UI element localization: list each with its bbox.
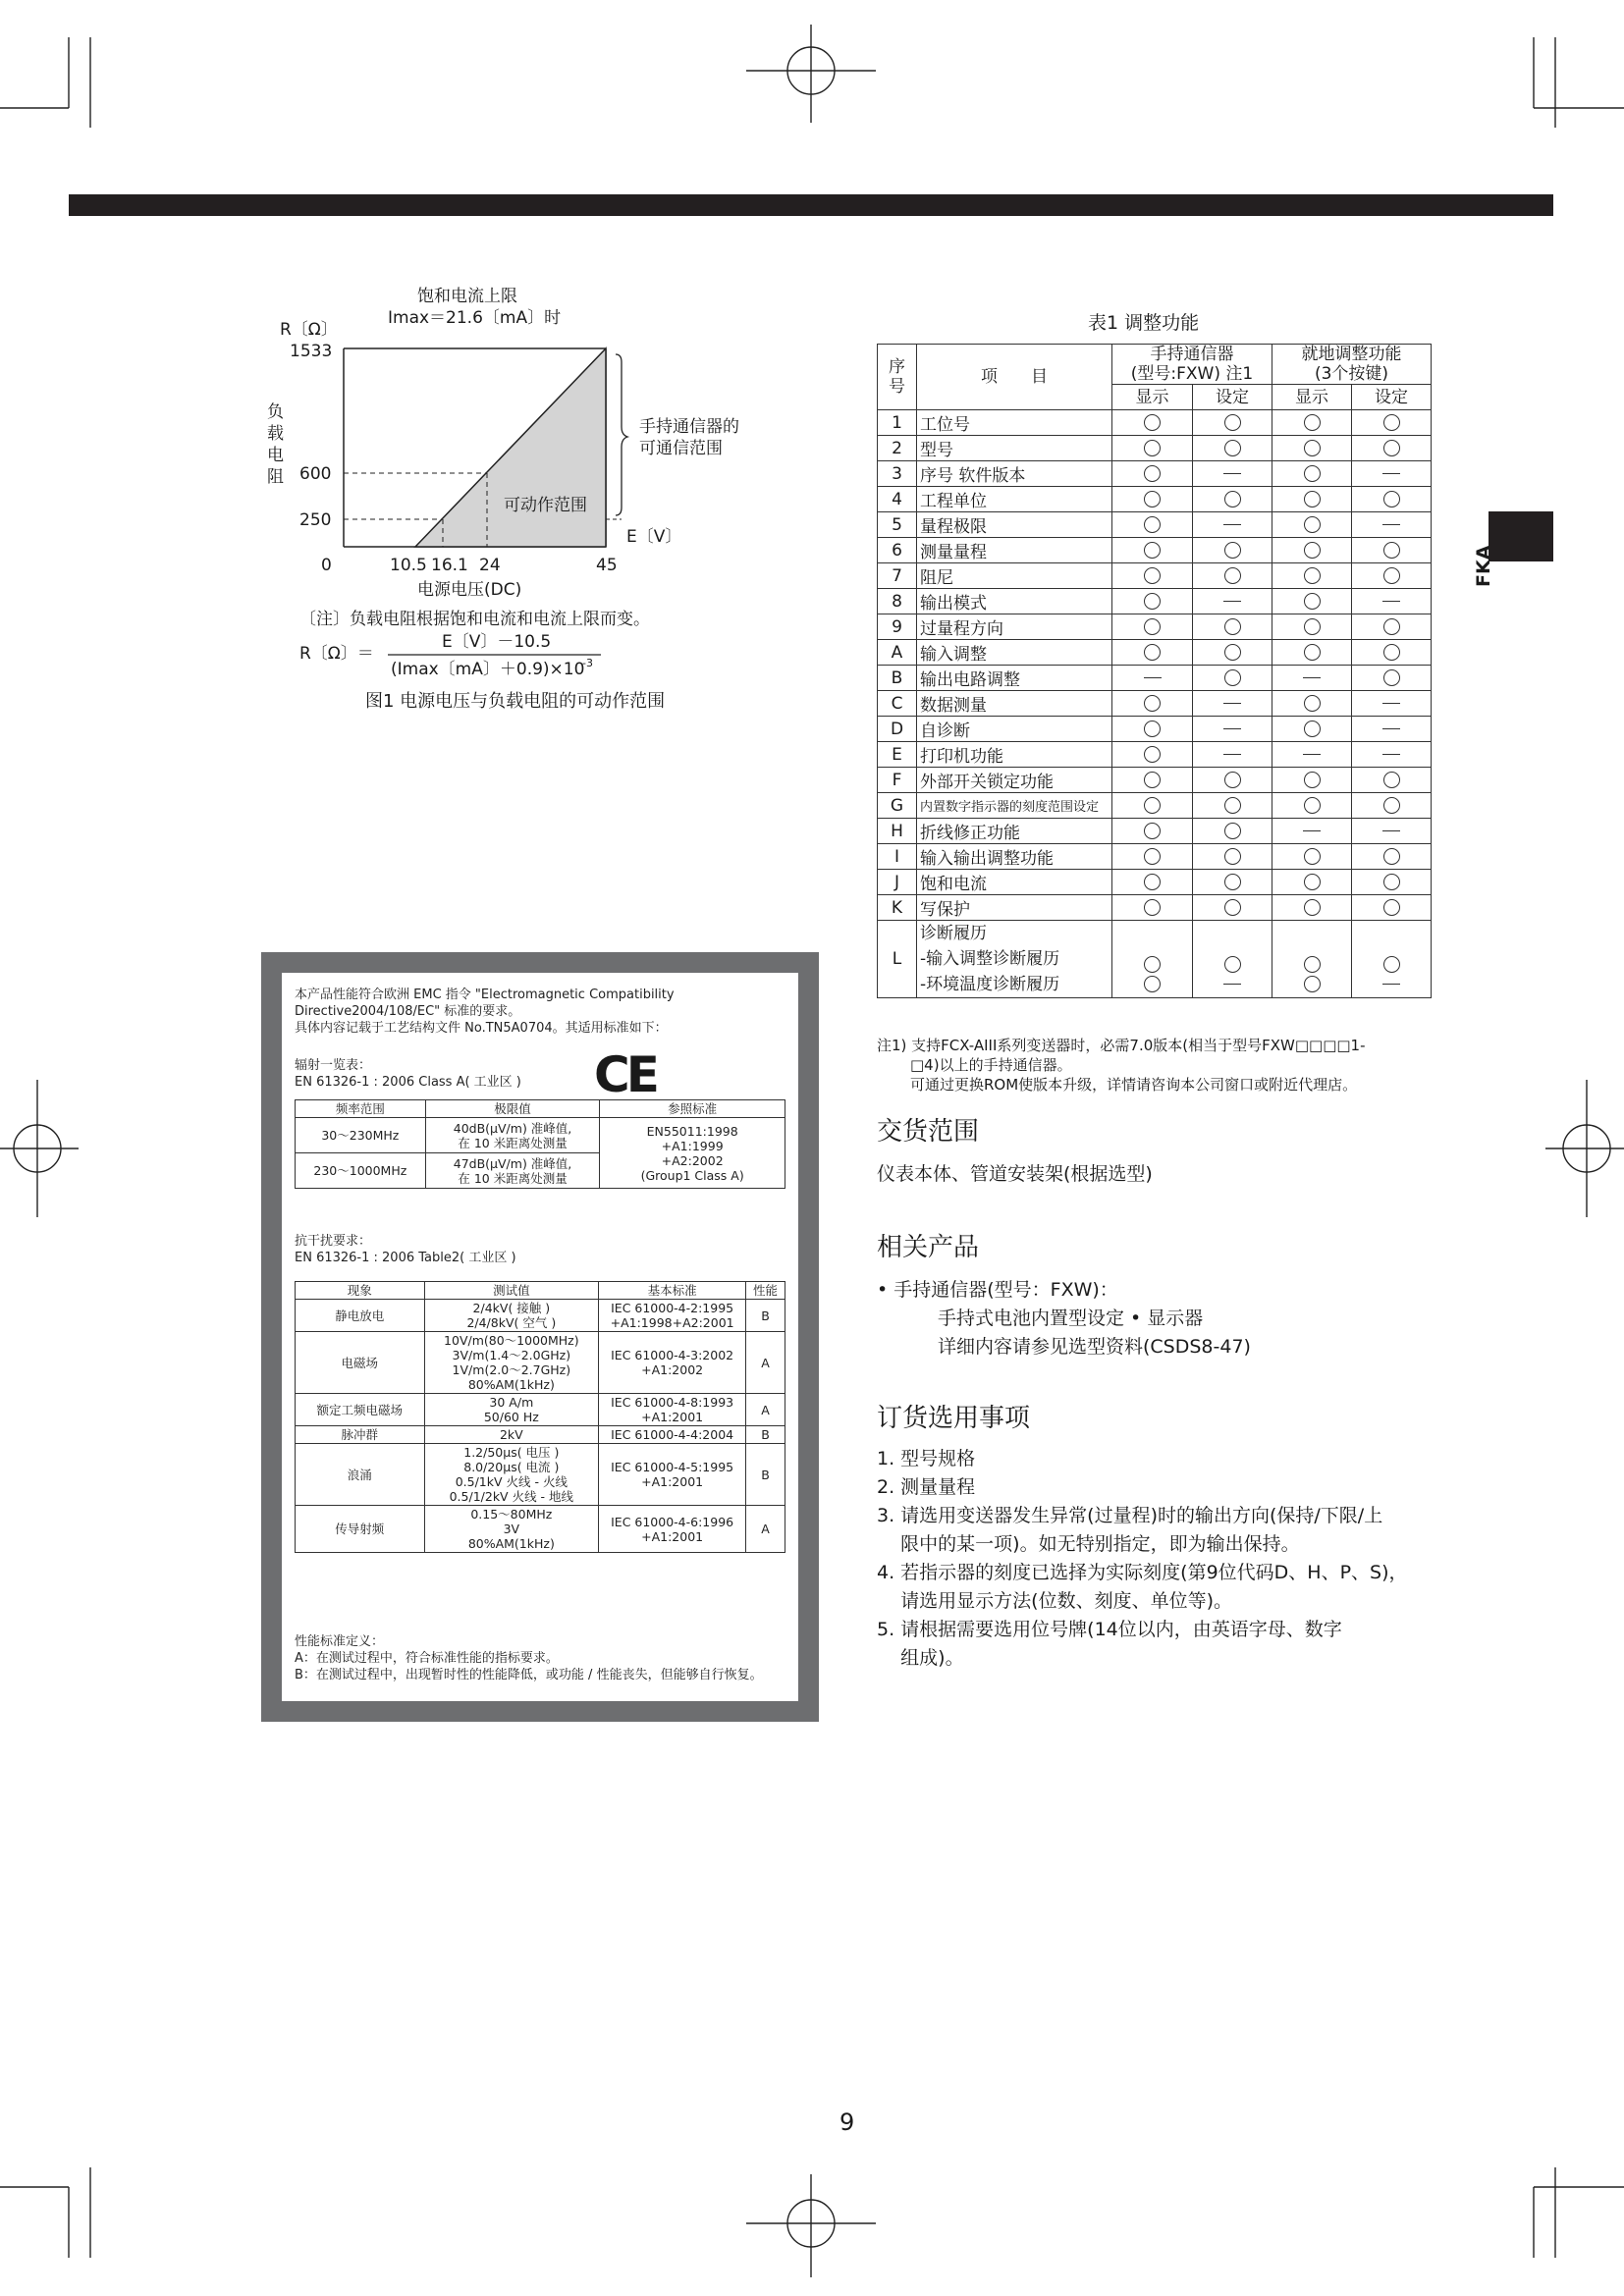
emission-freq-1: 30～230MHz — [296, 1118, 426, 1153]
dash-mark-icon — [1382, 984, 1400, 985]
immunity-h-std: 基本标准 — [599, 1282, 746, 1300]
row-item: 过量程方向 — [917, 614, 1112, 640]
immunity-perf: A — [746, 1332, 785, 1394]
dash-mark-icon — [1382, 601, 1400, 602]
table-row — [878, 793, 1432, 819]
fig1-y-tick-600: 600 — [299, 464, 332, 484]
row-item: 序号 软件版本 — [917, 461, 1112, 487]
ordering-item: 2. 测量量程 — [877, 1476, 976, 1498]
circle-mark-icon — [1144, 465, 1161, 482]
row-item: 数据测量 — [917, 691, 1112, 717]
fig1-comm-label-1: 手持通信器的 — [639, 417, 739, 437]
row-item: 输出模式 — [917, 589, 1112, 614]
dash-mark-icon — [1303, 830, 1321, 831]
ordering-item: 请选用显示方法(位数、刻度、单位等)。 — [877, 1590, 1232, 1612]
table-row — [296, 1426, 785, 1444]
fig1-x-tick-45: 45 — [596, 556, 618, 575]
immunity-h-phen: 现象 — [296, 1282, 425, 1300]
circle-mark-icon — [1144, 772, 1161, 788]
row-no: G — [878, 793, 917, 819]
immunity-value: 1.2/50μs( 电压 ) 8.0/20μs( 电流 ) 0.5/1kV 火线 - 火线 0.5/1/2kV 火线 - 地线 — [424, 1444, 599, 1506]
header-no: 序号 — [878, 345, 917, 410]
row-item: 输入输出调整功能 — [917, 844, 1112, 870]
table-row-l — [878, 921, 1432, 998]
dash-mark-icon — [1223, 984, 1241, 985]
row-no: 2 — [878, 436, 917, 461]
row-no: 8 — [878, 589, 917, 614]
circle-mark-icon — [1383, 669, 1400, 686]
table-row — [878, 436, 1432, 461]
immunity-phen: 浪涌 — [296, 1444, 425, 1506]
immunity-phen: 电磁场 — [296, 1332, 425, 1394]
row-item: 工程单位 — [917, 487, 1112, 512]
circle-mark-icon — [1383, 956, 1400, 973]
emission-ref: EN55011:1998 +A1:1999 +A2:2002 (Group1 Class A) — [600, 1118, 785, 1189]
circle-mark-icon — [1304, 542, 1321, 559]
immunity-body — [296, 1300, 785, 1553]
emission-h-limit: 极限值 — [425, 1100, 600, 1118]
dash-mark-icon — [1382, 703, 1400, 704]
operating-region — [415, 348, 606, 547]
row-no: D — [878, 717, 917, 742]
circle-mark-icon — [1304, 414, 1321, 431]
row-item: 工位号 — [917, 410, 1112, 436]
table-row — [878, 666, 1432, 691]
circle-mark-icon — [1383, 644, 1400, 661]
row-no: H — [878, 819, 917, 844]
row-item: 型号 — [917, 436, 1112, 461]
table-row — [878, 487, 1432, 512]
dash-mark-icon — [1382, 524, 1400, 525]
circle-mark-icon — [1224, 542, 1241, 559]
table-1-note: 注1) 支持FCX-AIII系列变送器时，必需7.0版本(相当于型号FXW□□□□1- □4)以上的手持通信器。 可通过更换ROM使版本升级，详情请咨询本公司窗口或附近代理店。 — [877, 1037, 1366, 1094]
immunity-perf: B — [746, 1426, 785, 1444]
immunity-value: 2kV — [424, 1426, 599, 1444]
dash-mark-icon — [1382, 728, 1400, 729]
ordering-item: 3. 请选用变送器发生异常(过量程)时的输出方向(保持/下限/上 — [877, 1505, 1383, 1526]
related-products-text: • 手持通信器(型号：FXW)： 手持式电池内置型设定 • 显示器 详细内容请参见选型资料(CSDS8-47) — [877, 1279, 1251, 1358]
emc-intro: 本产品性能符合欧洲 EMC 指令 "Electromagnetic Compatibility Directive2004/108/EC" 标准的要求。 具体内容记载于工艺结构文件 No.TN5A0704。其适用标准如下： — [295, 988, 675, 1036]
circle-mark-icon — [1304, 976, 1321, 992]
related-products-title: 相关产品 — [877, 1233, 980, 1262]
circle-mark-icon — [1144, 516, 1161, 533]
circle-mark-icon — [1304, 644, 1321, 661]
emission-h-ref: 参照标准 — [600, 1100, 785, 1118]
immunity-perf: B — [746, 1444, 785, 1506]
fig1-y-label-3: 电 — [267, 446, 284, 465]
circle-mark-icon — [1383, 567, 1400, 584]
table-row — [878, 844, 1432, 870]
ordering-item: 1. 型号规格 — [877, 1448, 976, 1469]
immunity-value: 30 A/m 50/60 Hz — [424, 1394, 599, 1426]
row-no: I — [878, 844, 917, 870]
row-no: 1 — [878, 410, 917, 436]
table-row — [878, 410, 1432, 436]
row-item: 内置数字指示器的刻度范围设定 — [917, 793, 1112, 819]
circle-mark-icon — [1383, 414, 1400, 431]
figure-1-caption: 图1 电源电压与负载电阻的可动作范围 — [365, 691, 666, 712]
circle-mark-icon — [1144, 542, 1161, 559]
fig1-region-label: 可动作范围 — [504, 496, 587, 515]
table-1-title: 表1 调整功能 — [1088, 312, 1200, 334]
table-row — [878, 512, 1432, 538]
circle-mark-icon — [1383, 874, 1400, 890]
row-item: 量程极限 — [917, 512, 1112, 538]
row-item: 输出电路调整 — [917, 666, 1112, 691]
emission-h-freq: 频率范围 — [296, 1100, 426, 1118]
circle-mark-icon — [1224, 618, 1241, 635]
circle-mark-icon — [1224, 644, 1241, 661]
dash-mark-icon — [1303, 677, 1321, 678]
fig1-y-unit: R〔Ω〕 — [280, 320, 338, 340]
circle-mark-icon — [1304, 593, 1321, 610]
dash-mark-icon — [1144, 677, 1162, 678]
header-local: 就地调整功能 (3个按键) — [1272, 345, 1432, 385]
table-row — [878, 461, 1432, 487]
dash-mark-icon — [1382, 473, 1400, 474]
table-row — [878, 640, 1432, 666]
circle-mark-icon — [1144, 440, 1161, 456]
row-no: 7 — [878, 563, 917, 589]
fig1-x-unit: E〔V〕 — [626, 527, 682, 547]
immunity-h-value: 测试值 — [424, 1282, 599, 1300]
immunity-std: IEC 61000-4-6:1996 +A1:2001 — [599, 1506, 746, 1553]
circle-mark-icon — [1144, 721, 1161, 737]
ce-mark: CE — [594, 1046, 656, 1103]
fig1-top-note-2: Imax＝21.6〔mA〕时 — [388, 308, 562, 328]
circle-mark-icon — [1144, 848, 1161, 865]
ordering-item: 5. 请根据需要选用位号牌(14位以内，由英语字母、数字 — [877, 1619, 1342, 1640]
circle-mark-icon — [1144, 567, 1161, 584]
ordering-item: 组成)。 — [877, 1647, 964, 1669]
row-no: A — [878, 640, 917, 666]
immunity-value: 10V/m(80～1000MHz) 3V/m(1.4～2.0GHz) 1V/m(2.0～2.7GHz) 80%AM(1kHz) — [424, 1332, 599, 1394]
header-display-1: 显示 — [1112, 385, 1193, 410]
circle-mark-icon — [1224, 491, 1241, 507]
side-tab-block — [1489, 511, 1553, 561]
fig1-y-label-2: 载 — [267, 424, 284, 444]
circle-mark-icon — [1304, 848, 1321, 865]
circle-mark-icon — [1304, 874, 1321, 890]
row-no: 9 — [878, 614, 917, 640]
adjustment-function-table — [877, 344, 1432, 998]
fig1-y-label-4: 阻 — [267, 467, 284, 487]
circle-mark-icon — [1144, 899, 1161, 916]
row-no: 5 — [878, 512, 917, 538]
table-row — [878, 563, 1432, 589]
immunity-perf: A — [746, 1394, 785, 1426]
immunity-phen: 脉冲群 — [296, 1426, 425, 1444]
circle-mark-icon — [1383, 440, 1400, 456]
dash-mark-icon — [1223, 601, 1241, 602]
circle-mark-icon — [1224, 956, 1241, 973]
fig1-y-label-1: 负 — [267, 402, 284, 422]
circle-mark-icon — [1144, 823, 1161, 839]
emission-limit-2: 47dB(μV/m) 准峰值, 在 10 米距离处测量 — [425, 1153, 600, 1189]
circle-mark-icon — [1383, 618, 1400, 635]
immunity-phen: 静电放电 — [296, 1300, 425, 1332]
row-item: 自诊断 — [917, 717, 1112, 742]
immunity-value: 2/4kV( 接触 ) 2/4/8kV( 空气 ) — [424, 1300, 599, 1332]
circle-mark-icon — [1224, 899, 1241, 916]
ordering-item: 4. 若指示器的刻度已选择为实际刻度(第9位代码D、H、P、S)， — [877, 1562, 1408, 1583]
circle-mark-icon — [1383, 797, 1400, 814]
table-row — [878, 538, 1432, 563]
circle-mark-icon — [1304, 899, 1321, 916]
circle-mark-icon — [1304, 440, 1321, 456]
circle-mark-icon — [1144, 976, 1161, 992]
immunity-heading: 抗干扰要求： EN 61326-1 : 2006 Table2( 工业区 ) — [295, 1234, 516, 1265]
header-set-1: 设定 — [1193, 385, 1272, 410]
immunity-perf: A — [746, 1506, 785, 1553]
formula-numerator: E〔V〕－10.5 — [442, 632, 552, 652]
dash-mark-icon — [1223, 754, 1241, 755]
figure-1-chart — [250, 280, 761, 741]
row-no: J — [878, 870, 917, 895]
immunity-table — [295, 1281, 785, 1553]
circle-mark-icon — [1304, 618, 1321, 635]
delivery-scope-text: 仪表本体、管道安装架(根据选型) — [877, 1163, 1153, 1185]
circle-mark-icon — [1144, 491, 1161, 507]
circle-mark-icon — [1304, 772, 1321, 788]
immunity-std: IEC 61000-4-4:2004 — [599, 1426, 746, 1444]
circle-mark-icon — [1383, 848, 1400, 865]
ordering-info-list — [877, 1445, 1446, 1673]
circle-mark-icon — [1224, 848, 1241, 865]
dash-mark-icon — [1303, 754, 1321, 755]
circle-mark-icon — [1383, 542, 1400, 559]
dash-mark-icon — [1223, 524, 1241, 525]
side-tab-label: FKA — [1473, 545, 1494, 587]
row-item: 阻尼 — [917, 563, 1112, 589]
row-item: 打印机功能 — [917, 742, 1112, 768]
immunity-std: IEC 61000-4-5:1995 +A1:2001 — [599, 1444, 746, 1506]
circle-mark-icon — [1144, 618, 1161, 635]
fig1-note: 〔注〕负载电阻根据饱和电流和电流上限而变。 — [299, 610, 650, 629]
table-row — [296, 1444, 785, 1506]
fig1-x-tick-10.5: 10.5 — [390, 556, 427, 575]
row-item: 写保护 — [917, 895, 1112, 921]
fig1-y-tick-0: 0 — [321, 556, 332, 575]
circle-mark-icon — [1224, 567, 1241, 584]
table-row — [878, 768, 1432, 793]
circle-mark-icon — [1224, 772, 1241, 788]
table-row — [878, 717, 1432, 742]
circle-mark-icon — [1224, 669, 1241, 686]
circle-mark-icon — [1304, 516, 1321, 533]
immunity-std: IEC 61000-4-3:2002 +A1:2002 — [599, 1332, 746, 1394]
dash-mark-icon — [1223, 703, 1241, 704]
header-bar — [69, 194, 1553, 216]
delivery-scope-title: 交货范围 — [877, 1117, 980, 1147]
dash-mark-icon — [1223, 728, 1241, 729]
formula-exponent: -3 — [582, 657, 593, 669]
row-item: 饱和电流 — [917, 870, 1112, 895]
table-row — [878, 742, 1432, 768]
circle-mark-icon — [1224, 823, 1241, 839]
row-no: C — [878, 691, 917, 717]
table-row — [878, 819, 1432, 844]
emission-heading: 辐射一览表： EN 61326-1 : 2006 Class A( 工业区 ) — [295, 1058, 521, 1090]
row-item: 外部开关锁定功能 — [917, 768, 1112, 793]
circle-mark-icon — [1304, 797, 1321, 814]
dash-mark-icon — [1223, 473, 1241, 474]
emission-limit-1: 40dB(μV/m) 准峰值, 在 10 米距离处测量 — [425, 1118, 600, 1153]
performance-definitions: 性能标准定义： A：在测试过程中，符合标准性能的指标要求。 B：在测试过程中，出现暂时性的性能降低，或功能 / 性能丧失，但能够自行恢复。 — [295, 1634, 763, 1682]
table-row — [878, 895, 1432, 921]
circle-mark-icon — [1383, 899, 1400, 916]
table-1-body — [878, 410, 1432, 921]
immunity-value: 0.15～80MHz 3V 80%AM(1kHz) — [424, 1506, 599, 1553]
table-row — [878, 589, 1432, 614]
row-no: 3 — [878, 461, 917, 487]
circle-mark-icon — [1224, 414, 1241, 431]
circle-mark-icon — [1304, 695, 1321, 712]
immunity-phen: 传导射频 — [296, 1506, 425, 1553]
table-row — [296, 1394, 785, 1426]
dash-mark-icon — [1382, 830, 1400, 831]
table-row — [878, 870, 1432, 895]
table-row — [296, 1300, 785, 1332]
dash-mark-icon — [1382, 754, 1400, 755]
row-no: 4 — [878, 487, 917, 512]
row-no: B — [878, 666, 917, 691]
fig1-comm-label-2: 可通信范围 — [639, 439, 723, 458]
fig1-top-note-1: 饱和电流上限 — [417, 287, 517, 306]
table-row — [296, 1506, 785, 1553]
immunity-perf: B — [746, 1300, 785, 1332]
header-item: 项 目 — [917, 345, 1112, 410]
table-row — [296, 1332, 785, 1394]
row-l-item: 诊断履历 -输入调整诊断履历 -环境温度诊断履历 — [917, 921, 1112, 998]
fig1-x-tick-16.1: 16.1 — [431, 556, 468, 575]
fig1-y-tick-1533: 1533 — [290, 342, 333, 361]
circle-mark-icon — [1144, 695, 1161, 712]
circle-mark-icon — [1304, 721, 1321, 737]
circle-mark-icon — [1304, 567, 1321, 584]
circle-mark-icon — [1224, 874, 1241, 890]
header-handheld: 手持通信器 (型号:FXW) 注1 — [1112, 345, 1272, 385]
circle-mark-icon — [1144, 956, 1161, 973]
circle-mark-icon — [1383, 491, 1400, 507]
formula-lhs: R〔Ω〕＝ — [299, 644, 374, 664]
row-no: F — [878, 768, 917, 793]
ordering-info-title: 订货选用事项 — [877, 1404, 1031, 1433]
immunity-std: IEC 61000-4-2:1995 +A1:1998+A2:2001 — [599, 1300, 746, 1332]
circle-mark-icon — [1144, 414, 1161, 431]
circle-mark-icon — [1304, 956, 1321, 973]
ordering-item: 限中的某一项)。如无特别指定，即为输出保持。 — [877, 1533, 1300, 1555]
circle-mark-icon — [1144, 593, 1161, 610]
header-display-2: 显示 — [1272, 385, 1352, 410]
circle-mark-icon — [1383, 772, 1400, 788]
row-item: 折线修正功能 — [917, 819, 1112, 844]
table-row — [878, 614, 1432, 640]
circle-mark-icon — [1144, 874, 1161, 890]
emission-table — [295, 1099, 785, 1189]
row-item: 输入调整 — [917, 640, 1112, 666]
circle-mark-icon — [1224, 440, 1241, 456]
fig1-x-label: 电源电压(DC) — [417, 580, 522, 600]
formula-denominator: (Imax〔mA〕＋0.9)×10 — [391, 660, 585, 679]
circle-mark-icon — [1144, 797, 1161, 814]
table-row — [878, 691, 1432, 717]
circle-mark-icon — [1304, 491, 1321, 507]
fig1-y-tick-250: 250 — [299, 510, 332, 530]
circle-mark-icon — [1304, 465, 1321, 482]
row-no: 6 — [878, 538, 917, 563]
circle-mark-icon — [1144, 746, 1161, 763]
emission-freq-2: 230～1000MHz — [296, 1153, 426, 1189]
immunity-h-perf: 性能 — [746, 1282, 785, 1300]
page-number: 9 — [839, 2109, 855, 2136]
circle-mark-icon — [1144, 644, 1161, 661]
immunity-phen: 额定工频电磁场 — [296, 1394, 425, 1426]
immunity-std: IEC 61000-4-8:1993 +A1:2001 — [599, 1394, 746, 1426]
row-no: E — [878, 742, 917, 768]
fig1-x-tick-24: 24 — [479, 556, 501, 575]
circle-mark-icon — [1224, 797, 1241, 814]
row-l-no: L — [878, 921, 917, 998]
header-set-2: 设定 — [1352, 385, 1432, 410]
row-item: 测量量程 — [917, 538, 1112, 563]
row-no: K — [878, 895, 917, 921]
